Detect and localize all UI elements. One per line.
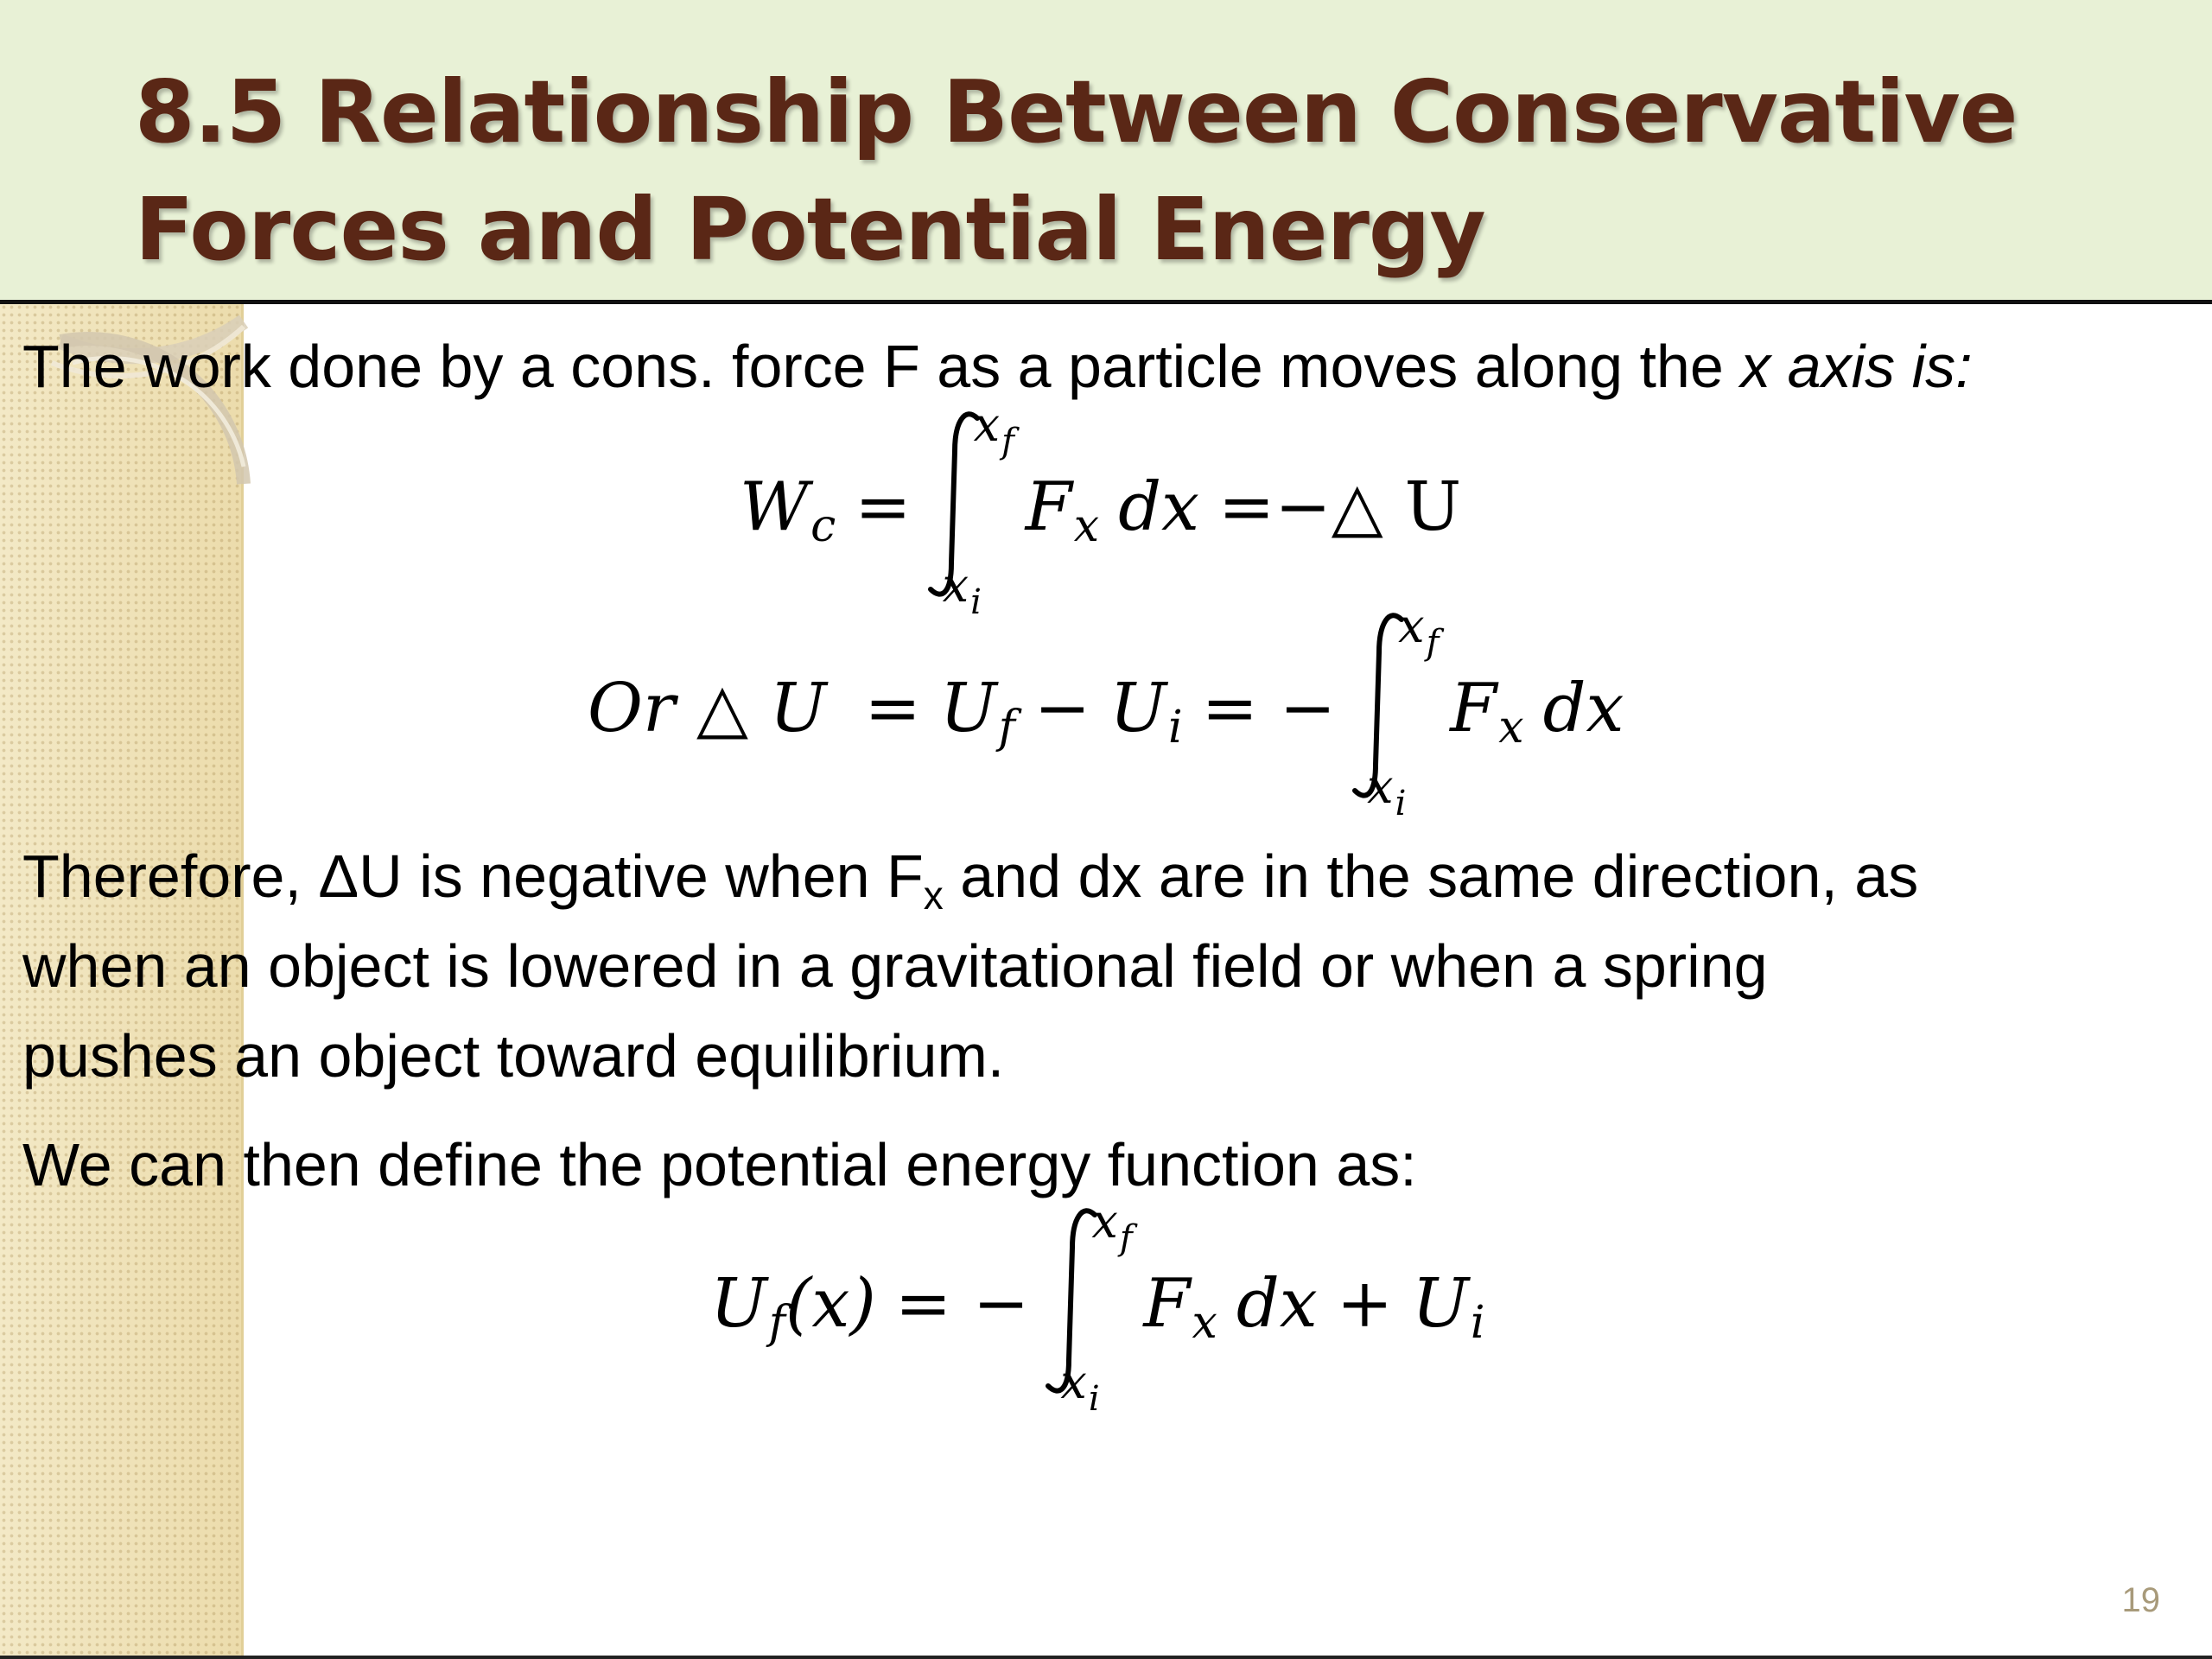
therefore-paragraph bbox=[22, 831, 2200, 1101]
eq2-equals-minus: = − bbox=[1201, 670, 1337, 747]
title-line-1: 8.5 Relationship Between Conservative bbox=[135, 61, 2018, 162]
eq2-prefix: Or △ U bbox=[588, 670, 827, 747]
eq3-differential: dx bbox=[1236, 1265, 1318, 1343]
eq2-minus: − bbox=[1033, 670, 1091, 747]
equation-potential-energy-function bbox=[710, 1194, 1485, 1419]
eq3-upper-limit: xf bbox=[1091, 1194, 1133, 1258]
eq3-lhs: U bbox=[710, 1265, 767, 1343]
intro-text: The work done by a cons. force F as a particle moves along the bbox=[22, 333, 1741, 400]
define-text: We can then define the potential energy function as: bbox=[22, 1131, 1417, 1198]
eq3-lhs-arg: (x) bbox=[785, 1265, 876, 1343]
eq2-integral bbox=[1341, 599, 1445, 823]
eq3-tail: U bbox=[1412, 1265, 1469, 1343]
eq2-integrand: F bbox=[1450, 670, 1497, 747]
eq3-lower-limit: xi bbox=[1060, 1355, 1100, 1419]
eq1-integrand-sub: x bbox=[1073, 500, 1100, 552]
therefore-line-3: pushes an object toward equilibrium. bbox=[22, 1022, 1005, 1090]
page-number: 19 bbox=[2121, 1581, 2160, 1619]
eq2-term1: U bbox=[939, 670, 997, 747]
eq1-lhs: W bbox=[740, 468, 810, 546]
therefore-line-2: when an object is lowered in a gravitational field or when a spring bbox=[22, 932, 1768, 1000]
title-line-2: Forces and Potential Energy bbox=[135, 179, 1485, 280]
eq3-integrand-sub: x bbox=[1192, 1297, 1217, 1349]
eq3-tail-sub: i bbox=[1470, 1297, 1485, 1349]
eq2-upper-limit: xf bbox=[1398, 599, 1440, 663]
eq1-equals: = bbox=[855, 468, 912, 546]
intro-italic-text: x axis is: bbox=[1740, 333, 1973, 400]
eq2-equals: = bbox=[864, 670, 921, 747]
equation-delta-u bbox=[588, 599, 1624, 823]
eq2-term2: U bbox=[1109, 670, 1167, 747]
eq2-differential: dx bbox=[1542, 670, 1624, 747]
equation-work-conservative bbox=[740, 397, 1462, 622]
eq2-term2-sub: i bbox=[1168, 702, 1183, 753]
eq1-lhs-sub: c bbox=[810, 500, 836, 552]
title-banner bbox=[0, 0, 2212, 304]
therefore-line-1a: Therefore, ΔU is negative when F bbox=[22, 842, 924, 910]
therefore-line-1b: and dx are in the same direction, as bbox=[943, 842, 1919, 910]
eq3-lhs-sub: f bbox=[768, 1297, 785, 1349]
intro-paragraph bbox=[22, 321, 2200, 411]
eq3-integrand: F bbox=[1143, 1265, 1191, 1343]
bottom-divider bbox=[0, 1656, 2212, 1659]
slide-title bbox=[135, 54, 2122, 289]
eq1-upper-limit: xf bbox=[973, 397, 1014, 461]
therefore-line-1-sub: x bbox=[923, 873, 944, 918]
eq3-plus: + bbox=[1336, 1265, 1394, 1343]
eq3-integral bbox=[1034, 1194, 1138, 1419]
eq1-lower-limit: xi bbox=[942, 558, 982, 622]
eq2-lower-limit: xi bbox=[1367, 760, 1407, 823]
eq2-term1-sub: f bbox=[998, 702, 1015, 753]
eq2-integrand-sub: x bbox=[1498, 702, 1524, 753]
eq1-integral bbox=[917, 397, 1020, 622]
eq1-rhs: =−△ U bbox=[1218, 468, 1462, 546]
eq1-integrand: F bbox=[1025, 468, 1072, 546]
eq1-differential: dx bbox=[1118, 468, 1200, 546]
decorative-ring-icon bbox=[0, 0, 251, 553]
eq3-equals-minus: = − bbox=[894, 1265, 1030, 1343]
